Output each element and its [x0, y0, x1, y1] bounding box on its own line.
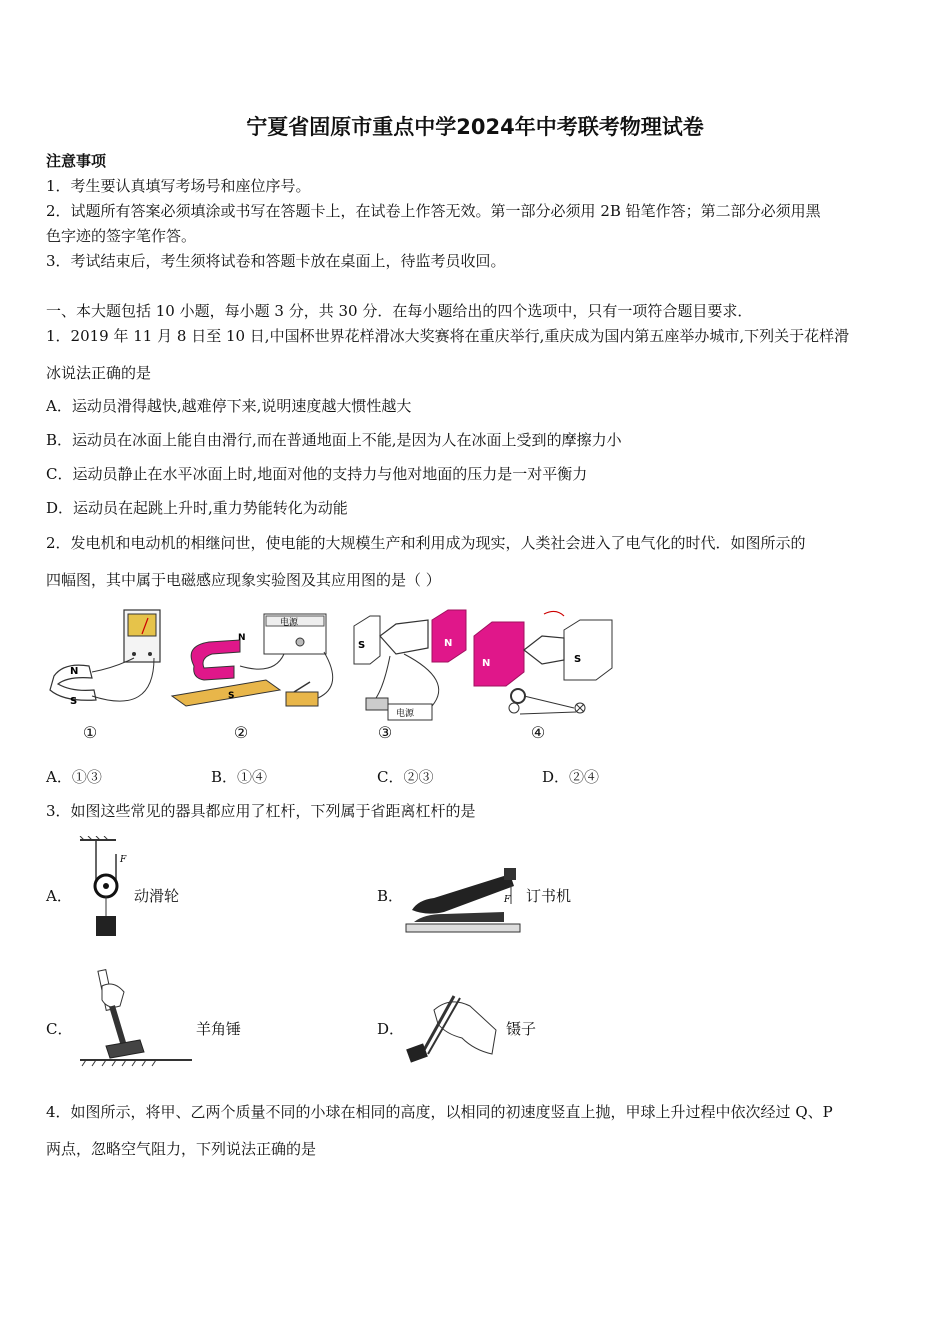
notice-heading: 注意事项 — [46, 152, 107, 170]
figure-number-4: ④ — [530, 723, 546, 742]
q2-figures — [44, 606, 619, 724]
tweezers-figure — [404, 990, 504, 1066]
q2-stem-line-1: 2．发电机和电动机的相继问世，使电能的大规模生产和利用成为现实，人类社会进入了电气化的时代．如图所示的 — [46, 534, 806, 552]
figure-number-3: ③ — [377, 723, 393, 742]
q1-option-c: C．运动员静止在水平冰面上时,地面对他的支持力与他对地面的压力是一对平衡力 — [46, 465, 588, 483]
q3-option-c-letter: C． — [46, 1020, 73, 1038]
fig2-power-label: 电源 — [280, 618, 299, 628]
q3-option-a-letter: A． — [46, 887, 72, 905]
notice-item-1: 1．考生要认真填写考场号和座位序号。 — [46, 177, 311, 195]
q2-option-d: D．②④ — [542, 768, 600, 786]
q1-option-a: A．运动员滑得越快,越难停下来,说明速度越大惯性越大 — [46, 397, 412, 415]
q2-stem-line-2: 四幅图，其中属于电磁感应现象实验图及其应用图的是（ ） — [46, 571, 441, 589]
q1-option-b: B．运动员在冰面上能自由滑行,而在普通地面上不能,是因为人在冰面上受到的摩擦力小 — [46, 431, 622, 449]
pulley-force-label: F — [120, 855, 127, 865]
figure-3-motor-principle — [354, 610, 466, 720]
q2-option-c: C．②③ — [377, 768, 434, 786]
q3-option-b-letter: B． — [377, 887, 404, 905]
figure-number-1: ① — [82, 723, 98, 742]
fig1-s-label: S — [70, 696, 78, 707]
page-title: 宁夏省固原市重点中学2024年中考联考物理试卷 — [246, 115, 704, 139]
movable-pulley-figure — [76, 836, 136, 940]
stapler-figure — [404, 864, 524, 936]
q2-option-b: B．①④ — [211, 768, 268, 786]
figure-4-generator-principle — [474, 611, 612, 714]
notice-item-3: 3．考试结束后，考生须将试卷和答题卡放在桌面上，待监考员收回。 — [46, 252, 506, 270]
figure-1-generator-experiment — [50, 610, 160, 707]
q3-option-b-name: 订书机 — [526, 887, 572, 905]
fig2-s-label: S — [228, 691, 235, 701]
fig1-n-label: N — [70, 666, 79, 677]
fig3-power-label: 电源 — [396, 709, 415, 719]
stapler-force-label: F — [504, 895, 511, 905]
q3-stem: 3．如图这些常见的器具都应用了杠杆，下列属于省距离杠杆的是 — [46, 802, 476, 820]
figure-2-motor-experiment — [172, 614, 333, 706]
fig4-s-label: S — [574, 654, 582, 665]
notice-item-2: 2．试题所有答案必须填涂或书写在答题卡上，在试卷上作答无效。第一部分必须用 2B 铅笔作答；第二部分必须用黑 — [46, 202, 821, 220]
claw-hammer-figure — [80, 966, 192, 1070]
q1-stem-line-2: 冰说法正确的是 — [46, 364, 152, 382]
q3-option-c-name: 羊角锤 — [196, 1020, 242, 1038]
q2-option-a: A．①③ — [46, 768, 102, 786]
q3-option-d-letter: D． — [377, 1020, 405, 1038]
fig2-n-label: N — [238, 633, 246, 643]
q4-stem-line-1: 4．如图所示，将甲、乙两个质量不同的小球在相同的高度，以相同的初速度竖直上抛，甲球上升过程中依次经过 Q、P — [46, 1103, 833, 1121]
q1-stem-line-1: 1．2019 年 11 月 8 日至 10 日,中国杯世界花样滑冰大奖赛将在重庆举行,重庆成为国内第五座举办城市,下列关于花样滑 — [46, 327, 850, 345]
notice-item-2-cont: 色字迹的签字笔作答。 — [46, 227, 197, 245]
figure-number-2: ② — [233, 723, 249, 742]
q4-stem-line-2: 两点，忽略空气阻力，下列说法正确的是 — [46, 1140, 317, 1158]
fig3-s-label: S — [358, 640, 366, 651]
q3-option-d-name: 镊子 — [506, 1020, 537, 1038]
section-1-heading: 一、本大题包括 10 小题，每小题 3 分，共 30 分．在每小题给出的四个选项中，只有一项符合题目要求． — [46, 302, 753, 320]
q3-option-a-name: 动滑轮 — [134, 887, 180, 905]
fig4-n-label: N — [482, 658, 491, 669]
q1-option-d: D．运动员在起跳上升时,重力势能转化为动能 — [46, 499, 348, 517]
fig3-n-label: N — [444, 638, 453, 649]
